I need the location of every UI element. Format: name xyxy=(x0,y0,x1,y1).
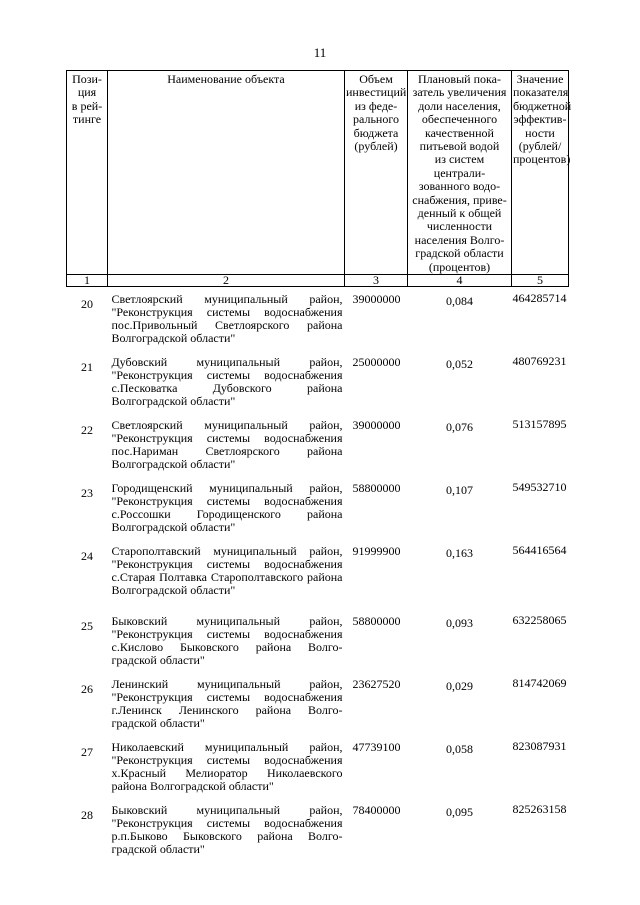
column-number: 1 xyxy=(67,275,108,287)
table-row xyxy=(67,287,569,350)
column-number: 4 xyxy=(408,275,512,287)
column-number: 5 xyxy=(512,275,569,287)
table-body xyxy=(67,287,569,868)
row-efficiency: 632258065 xyxy=(512,612,567,627)
row-efficiency: 823087931 xyxy=(512,738,567,753)
table-row xyxy=(67,672,569,735)
row-position: 23 xyxy=(81,485,93,500)
row-object-name: Быковский муниципальный район, "Реконструкция системы водоснабжения р.п.Быково Быковского района Волго-градской области" xyxy=(111,802,343,856)
row-position: 25 xyxy=(81,618,93,633)
header-planned-indicator-label: Плановый пока- затель увеличения доли населения, обеспеченного качественной питьевой водой из систем централи- зованного водо- снабжения, приве- денный к общей численности населения Волго- градской области (процентов) xyxy=(412,72,507,274)
row-efficiency: 564416564 xyxy=(512,542,567,557)
row-object-name: Светлоярский муниципальный район, "Реконструкция системы водоснабжения пос.Привольный Светлоярского района Волгоградской области" xyxy=(111,292,343,346)
row-object-name: Дубовский муниципальный район, "Реконструкция системы водоснабжения с.Песковатка Дубовского района Волгоградской области" xyxy=(111,354,343,408)
row-investment: 39000000 xyxy=(352,292,401,307)
row-efficiency: 814742069 xyxy=(512,675,567,690)
row-planned-share: 0,076 xyxy=(446,419,473,434)
header-investment-label: Объем инвестиций из феде- рального бюджета (рублей) xyxy=(346,72,407,154)
row-efficiency: 464285714 xyxy=(512,291,567,306)
row-investment: 58800000 xyxy=(352,613,401,628)
row-planned-share: 0,107 xyxy=(446,482,473,497)
column-number: 2 xyxy=(108,275,345,287)
row-planned-share: 0,058 xyxy=(446,741,473,756)
table-row xyxy=(67,609,569,672)
row-object-name: Старополтавский муниципальный район, "Реконструкция системы водоснабжения с.Старая Полтавка Старополтавского района Волгоградской области" xyxy=(111,543,343,597)
row-position: 28 xyxy=(81,807,93,822)
header-object-name xyxy=(108,71,345,275)
row-position: 21 xyxy=(81,359,93,374)
row-object-name: Городищенский муниципальный район, "Реконструкция системы водоснабжения с.Россошки Городищенского района Волгоградской области" xyxy=(111,480,343,534)
row-position: 20 xyxy=(81,297,93,312)
row-planned-share: 0,093 xyxy=(446,615,473,630)
table-row xyxy=(67,735,569,798)
table-row xyxy=(67,476,569,539)
row-planned-share: 0,163 xyxy=(446,545,473,560)
row-position: 24 xyxy=(81,548,93,563)
header-budget-efficiency-label: Значение показателя бюджетной эффектив- ности (рублей/ процентов) xyxy=(513,72,572,167)
row-object-name: Быковский муниципальный район, "Реконструкция системы водоснабжения с.Кислово Быковского района Волго-градской области" xyxy=(111,613,343,667)
row-object-name: Николаевский муниципальный район, "Реконструкция системы водоснабжения х.Красный Мелиоратор Николаевского района Волгоградской области" xyxy=(111,739,343,793)
table-row xyxy=(67,798,569,868)
row-planned-share: 0,084 xyxy=(446,294,473,309)
row-object-name: Ленинский муниципальный район, "Реконструкция системы водоснабжения г.Ленинск Ленинского района Волго-градской области" xyxy=(111,676,343,730)
row-investment: 78400000 xyxy=(352,802,401,817)
header-budget-efficiency xyxy=(512,71,572,275)
row-investment: 91999900 xyxy=(352,543,401,558)
table-row xyxy=(67,350,569,413)
column-number-row xyxy=(67,275,569,287)
header-position-label: Пози- ция в рей- тинге xyxy=(71,72,103,127)
row-position: 27 xyxy=(81,744,93,759)
row-investment: 39000000 xyxy=(352,417,401,432)
header-position xyxy=(67,71,108,275)
column-number: 3 xyxy=(345,275,408,287)
page-number: 11 xyxy=(313,45,327,60)
investment-rating-table xyxy=(66,70,572,868)
table-row xyxy=(67,539,569,609)
row-efficiency: 549532710 xyxy=(512,479,567,494)
row-efficiency: 825263158 xyxy=(512,801,567,816)
table-header-row xyxy=(67,71,569,275)
row-investment: 47739100 xyxy=(352,739,401,754)
header-object-name-label: Наименование объекта xyxy=(167,72,285,86)
row-efficiency: 513157895 xyxy=(512,416,567,431)
header-investment xyxy=(345,71,408,275)
header-planned-indicator xyxy=(408,71,512,275)
row-efficiency: 480769231 xyxy=(512,353,567,368)
row-position: 26 xyxy=(81,681,93,696)
row-investment: 58800000 xyxy=(352,480,401,495)
row-investment: 23627520 xyxy=(352,676,401,691)
row-planned-share: 0,052 xyxy=(446,356,473,371)
row-object-name: Светлоярский муниципальный район, "Реконструкция системы водоснабжения пос.Нариман Светлоярского района Волгоградской области" xyxy=(111,417,343,471)
table-row xyxy=(67,413,569,476)
row-planned-share: 0,095 xyxy=(446,804,473,819)
row-position: 22 xyxy=(81,422,93,437)
row-investment: 25000000 xyxy=(352,354,401,369)
row-planned-share: 0,029 xyxy=(446,678,473,693)
